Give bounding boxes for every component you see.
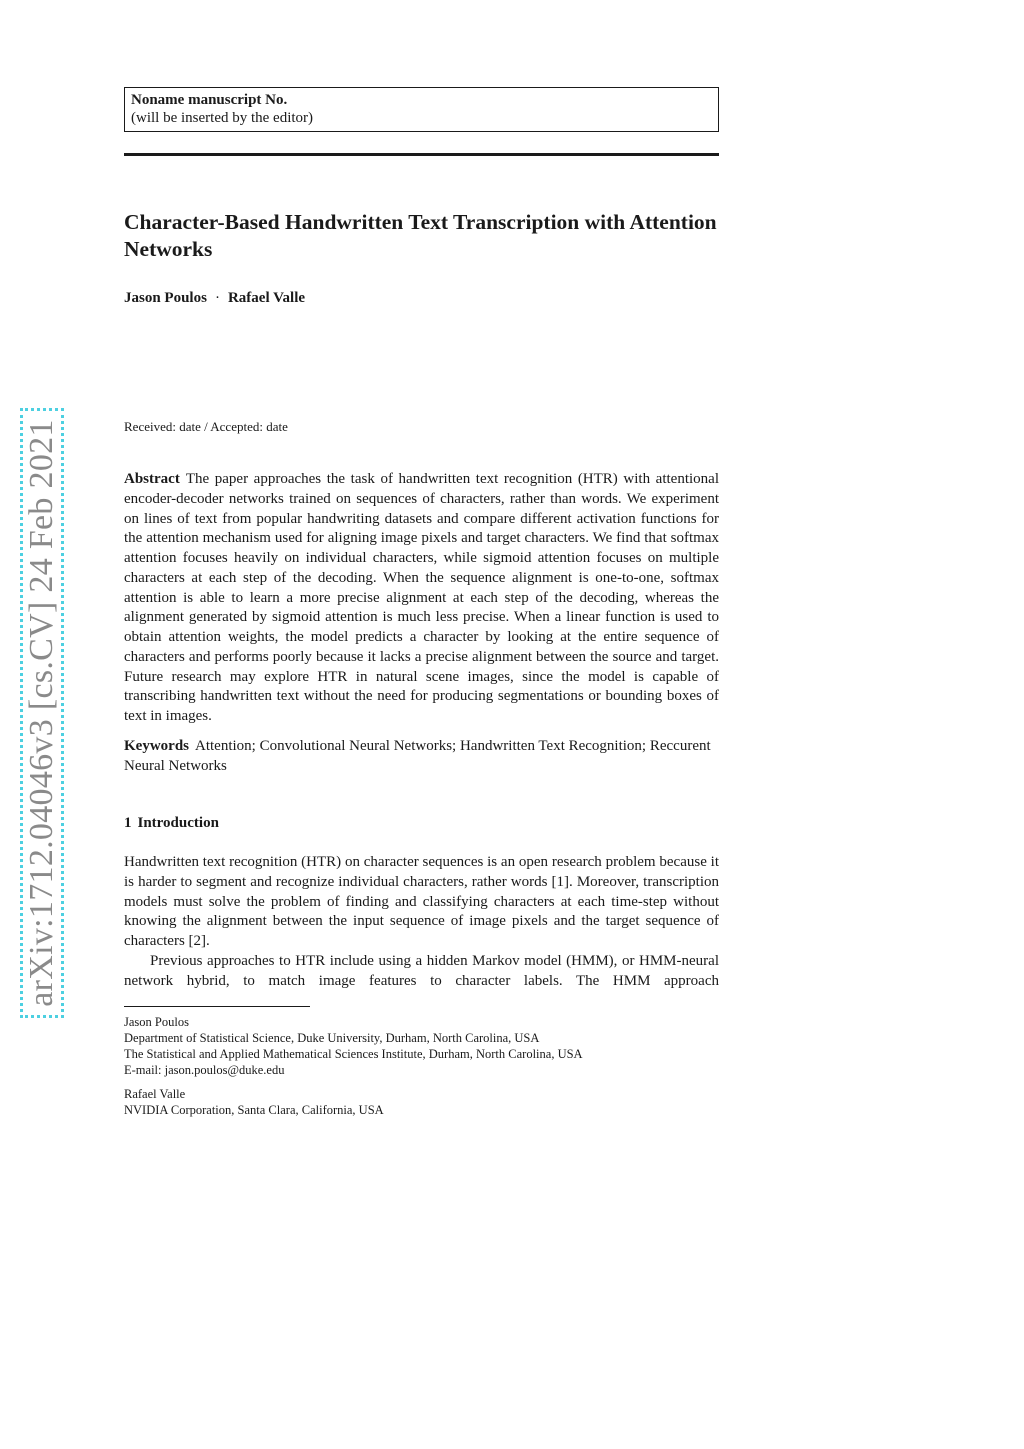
keywords bbox=[124, 737, 719, 777]
footnote-affiliation: NVIDIA Corporation, Santa Clara, California, USA bbox=[124, 1103, 384, 1117]
keywords-label: Keywords bbox=[124, 738, 189, 754]
footnote-rule bbox=[124, 1006, 310, 1007]
author-affiliation-block bbox=[124, 1086, 719, 1118]
footnote-affiliation: The Statistical and Applied Mathematical Sciences Institute, Durham, North Carolina, USA bbox=[124, 1047, 583, 1061]
author-affiliation-block bbox=[124, 1014, 719, 1078]
received-date: Received: date / Accepted: date bbox=[124, 419, 288, 434]
manuscript-box bbox=[124, 87, 719, 132]
paragraph: Handwritten text recognition (HTR) on character sequences is an open research problem because it is harder to segment and recognize individual characters, rather words [1]. Moreover, transcription models must solve the problem of finding and classifying characters at each time-step without knowing the alignment between the input sequence of image pixels and the target sequence of characters [2]. bbox=[124, 854, 719, 949]
introduction-body bbox=[124, 853, 719, 991]
author-name: Rafael Valle bbox=[227, 290, 306, 306]
section-number: 1 bbox=[124, 815, 132, 831]
author-name: Jason Poulos bbox=[124, 290, 207, 306]
section-title: Introduction bbox=[137, 815, 219, 831]
author-list bbox=[124, 290, 305, 307]
footnote-author-name: Jason Poulos bbox=[124, 1015, 189, 1029]
abstract bbox=[124, 470, 719, 727]
footnote-email[interactable]: E-mail: jason.poulos@duke.edu bbox=[124, 1063, 285, 1077]
footnote-author-name: Rafael Valle bbox=[124, 1087, 186, 1101]
manuscript-subtitle: (will be inserted by the editor) bbox=[131, 110, 314, 126]
paragraph: Previous approaches to HTR include using a hidden Markov model (HMM), or HMM-neural network hybrid, to match image features to character labels. The HMM approach bbox=[124, 952, 719, 989]
footnote-affiliation: Department of Statistical Science, Duke University, Durham, North Carolina, USA bbox=[124, 1031, 540, 1045]
abstract-label: Abstract bbox=[124, 471, 180, 487]
header-rule bbox=[124, 153, 719, 156]
section-heading-introduction bbox=[124, 815, 219, 832]
abstract-text: The paper approaches the task of handwritten text recognition (HTR) with attentional encoder-decoder networks trained on sequences of characters, rather than words. We experiment on lines of text from popular handwriting datasets and compare different activation functions for the attention mechanism used for aligning image pixels and target characters. We find that softmax attention focuses heavily on individual characters, while sigmoid attention focuses on multiple characters at each step of the decoding. When the sequence alignment is one-to-one, softmax attention is able to learn a more precise alignment at each step of the decoding, whereas the alignment generated by sigmoid attention is much less precise. When a linear function is used to obtain attention weights, the model predicts a character by looking at the entire sequence of characters and performs poorly because it lacks a precise alignment between the source and target. Future research may explore HTR in natural scene images, since the model is capable of transcribing handwritten text without the need for producing segmentations or bounding boxes of text in images. bbox=[124, 471, 719, 724]
paper-title: Character-Based Handwritten Text Transcription with Attention Networks bbox=[124, 210, 717, 261]
keywords-text: Attention; Convolutional Neural Networks; Handwritten Text Recognition; Reccurent Neural Networks bbox=[124, 738, 711, 774]
arxiv-identifier[interactable]: arXiv:1712.04046v3 [cs.CV] 24 Feb 2021 bbox=[23, 419, 60, 1007]
manuscript-title: Noname manuscript No. bbox=[131, 92, 288, 108]
author-separator: · bbox=[214, 290, 220, 306]
footnotes bbox=[124, 1014, 719, 1126]
